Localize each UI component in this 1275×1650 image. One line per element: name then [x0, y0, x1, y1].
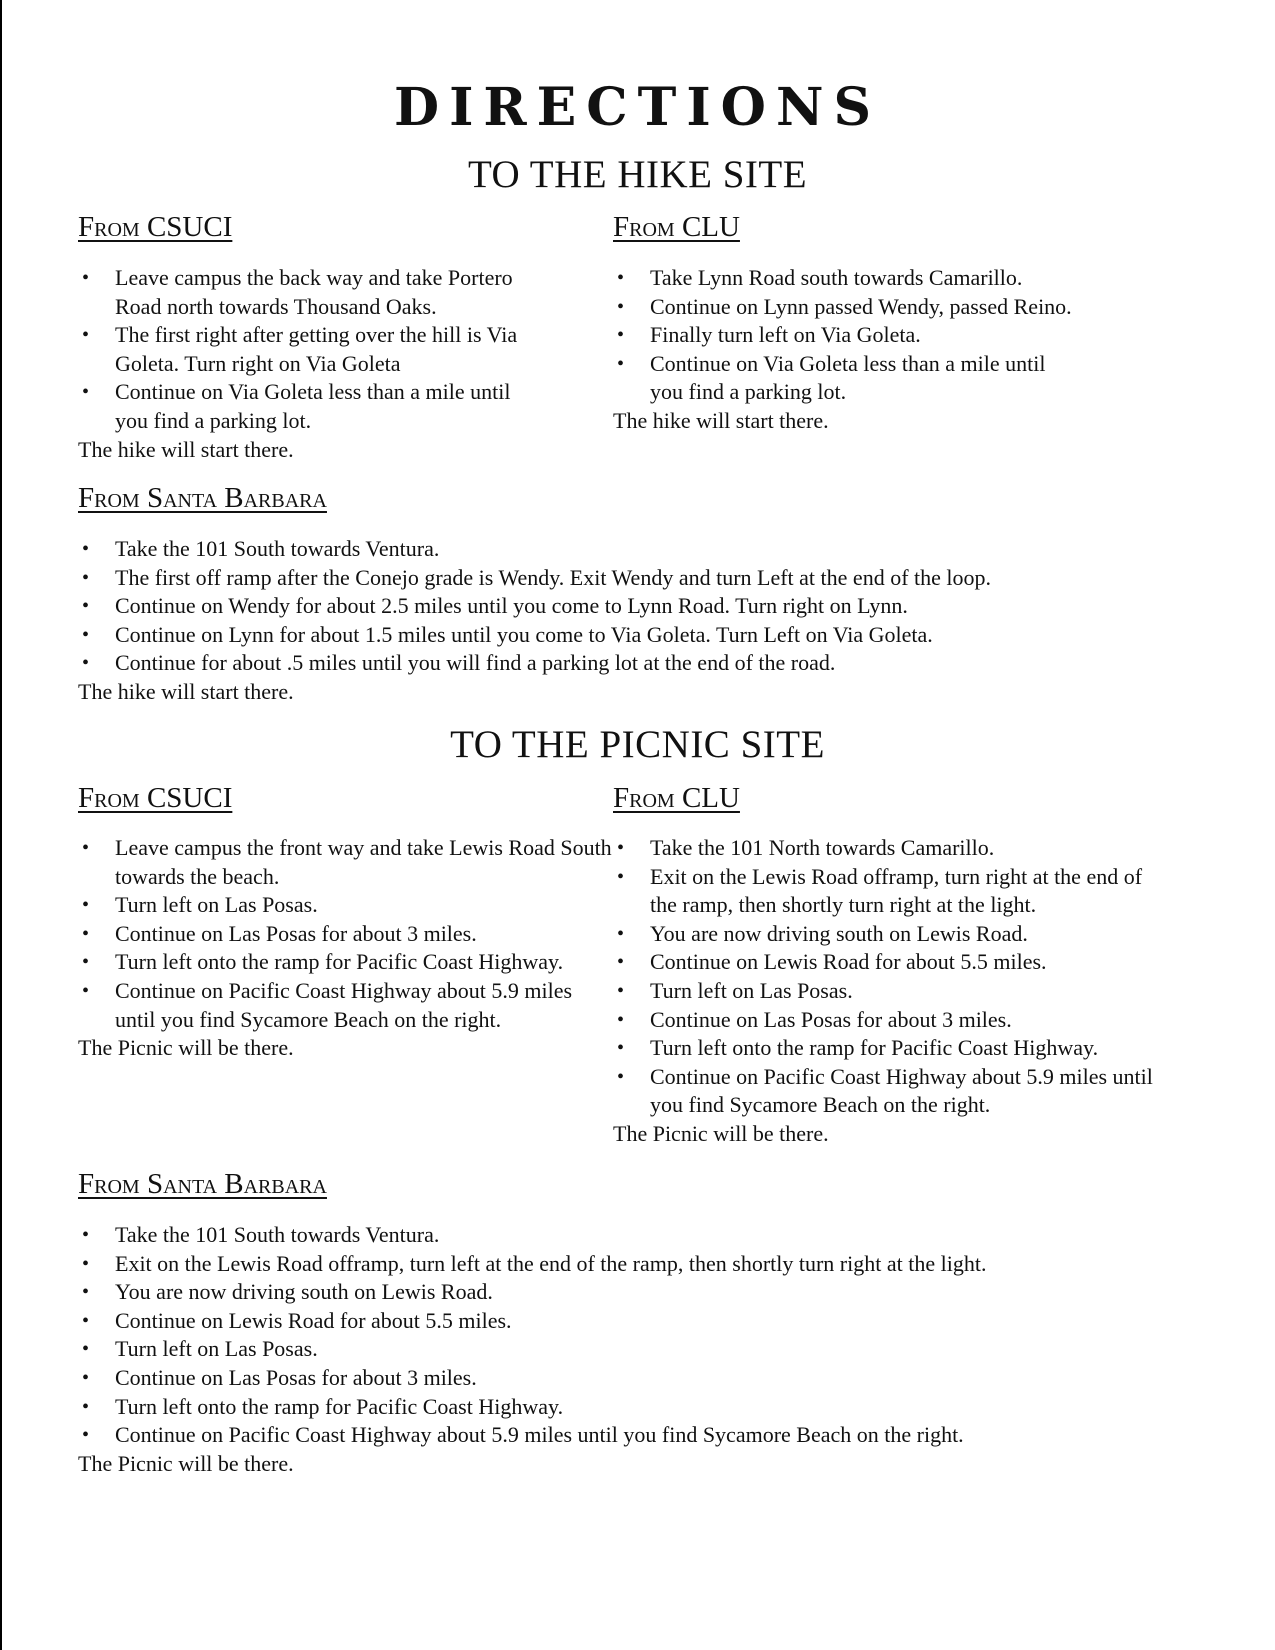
list-item: • Exit on the Lewis Road offramp, turn left at the end of the ramp, then shortly turn right at the light. [78, 1250, 1178, 1279]
list-item: • Continue on Pacific Coast Highway about 5.9 miles until you find Sycamore Beach on the right. [78, 977, 613, 1034]
list-item: • Continue on Lynn passed Wendy, passed Reino. [613, 293, 1153, 322]
directions-picnic-santa-barbara [78, 1221, 1178, 1478]
closing-line: The hike will start there. [78, 436, 294, 462]
heading-picnic-from-santa-barbara: From Santa Barbara [78, 1168, 327, 1200]
heading-picnic-from-clu: From CLU [613, 782, 740, 814]
list-item: • Continue on Pacific Coast Highway about 5.9 miles until you find Sycamore Beach on the right. [613, 1063, 1158, 1120]
directions-hike-santa-barbara [78, 535, 1178, 707]
closing-line: The Picnic will be there. [78, 1035, 294, 1061]
list-item: • Finally turn left on Via Goleta. [613, 321, 1153, 350]
page-title: DIRECTIONS [393, 77, 882, 138]
list-item: • Continue on Via Goleta less than a mile until you find a parking lot. [613, 350, 1153, 407]
heading-hike-from-clu: From CLU [613, 211, 740, 243]
heading-hike-from-santa-barbara: From Santa Barbara [78, 482, 327, 514]
directions-hike-clu [613, 264, 1153, 436]
list-item: • Turn left on Las Posas. [78, 891, 613, 920]
list-item: • You are now driving south on Lewis Road. [78, 1278, 1178, 1307]
closing-line: The Picnic will be there. [613, 1120, 829, 1146]
list-item: • Turn left on Las Posas. [613, 977, 1158, 1006]
closing-line: The hike will start there. [78, 678, 294, 704]
section-title-picnic: TO THE PICNIC SITE [450, 723, 825, 766]
list-item: • Continue on Lewis Road for about 5.5 miles. [613, 948, 1158, 977]
list-item: • The first off ramp after the Conejo grade is Wendy. Exit Wendy and turn Left at the end of the loop. [78, 564, 1178, 593]
list-item: • Take the 101 South towards Ventura. [78, 1221, 1178, 1250]
closing-line: The Picnic will be there. [78, 1450, 294, 1476]
directions-hike-csuci [78, 264, 548, 464]
list-item: • Continue on Lynn for about 1.5 miles until you come to Via Goleta. Turn Left on Via Goleta. [78, 621, 1178, 650]
list-item: • Continue on Las Posas for about 3 miles. [78, 1364, 1178, 1393]
list-item: • Exit on the Lewis Road offramp, turn right at the end of the ramp, then shortly turn right at the light. [613, 863, 1158, 920]
list-item: • Turn left on Las Posas. [78, 1335, 1178, 1364]
directions-picnic-clu [613, 834, 1158, 1149]
list-item: • Continue on Wendy for about 2.5 miles until you come to Lynn Road. Turn right on Lynn. [78, 592, 1178, 621]
list-item: • Leave campus the front way and take Lewis Road South towards the beach. [78, 834, 613, 891]
list-item: • Continue for about .5 miles until you will find a parking lot at the end of the road. [78, 649, 1178, 678]
heading-picnic-from-csuci: From CSUCI [78, 782, 233, 814]
list-item: • Continue on Via Goleta less than a mile until you find a parking lot. [78, 378, 548, 435]
page-edge-rule [0, 0, 2, 1650]
list-item: • Take Lynn Road south towards Camarillo. [613, 264, 1153, 293]
list-item: • You are now driving south on Lewis Road. [613, 920, 1158, 949]
directions-picnic-csuci [78, 834, 613, 1063]
closing-line: The hike will start there. [613, 407, 829, 433]
list-item: • Take the 101 South towards Ventura. [78, 535, 1178, 564]
list-item: • Continue on Las Posas for about 3 miles. [78, 920, 613, 949]
list-item: • Turn left onto the ramp for Pacific Coast Highway. [78, 1393, 1178, 1422]
list-item: • Leave campus the back way and take Portero Road north towards Thousand Oaks. [78, 264, 548, 321]
list-item: • The first right after getting over the hill is Via Goleta. Turn right on Via Goleta [78, 321, 548, 378]
list-item: • Turn left onto the ramp for Pacific Coast Highway. [78, 948, 613, 977]
heading-hike-from-csuci: From CSUCI [78, 211, 233, 243]
list-item: • Take the 101 North towards Camarillo. [613, 834, 1158, 863]
list-item: • Continue on Pacific Coast Highway about 5.9 miles until you find Sycamore Beach on the right. [78, 1421, 1178, 1450]
list-item: • Continue on Lewis Road for about 5.5 miles. [78, 1307, 1178, 1336]
section-title-hike: TO THE HIKE SITE [467, 153, 808, 196]
list-item: • Continue on Las Posas for about 3 miles. [613, 1006, 1158, 1035]
list-item: • Turn left onto the ramp for Pacific Coast Highway. [613, 1034, 1158, 1063]
